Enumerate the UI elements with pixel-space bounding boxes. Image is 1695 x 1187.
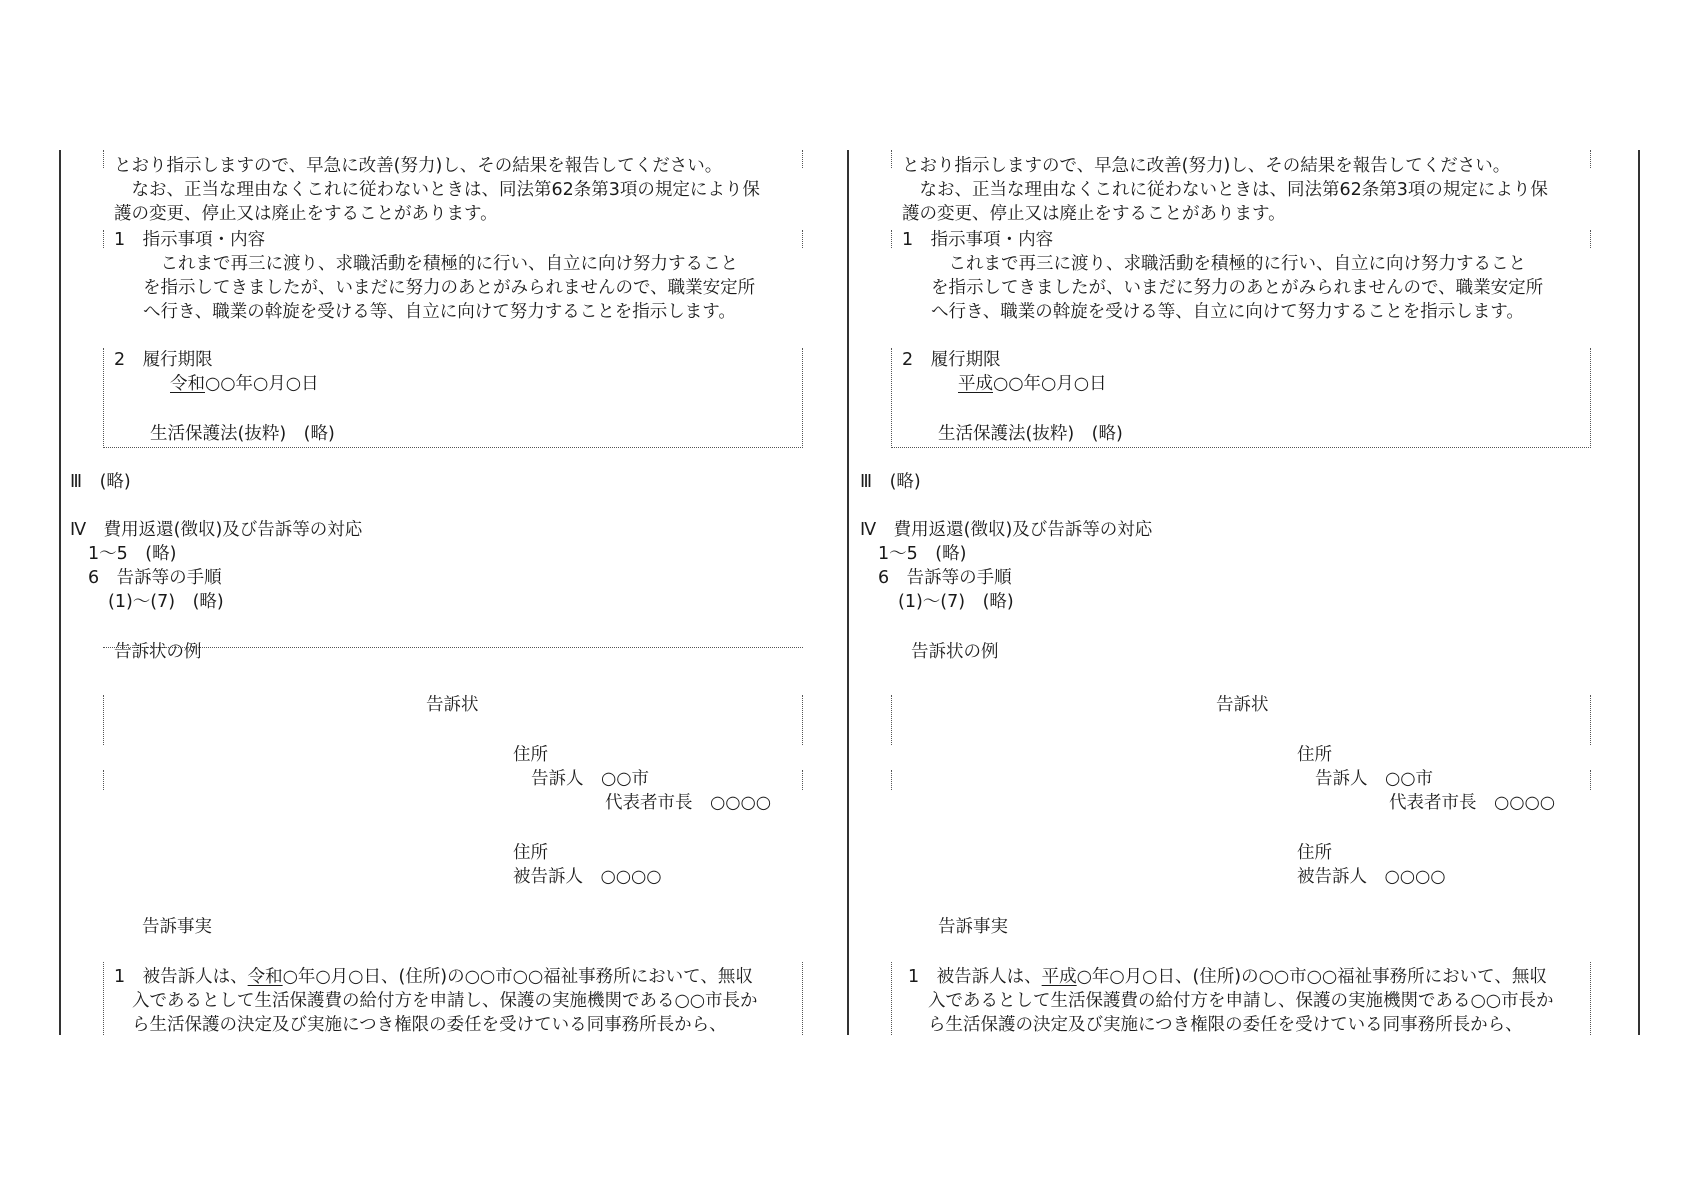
fact1-rest: ○年○月○日、(住所)の○○市○○福祉事務所において、無収 [1076,967,1547,987]
fact1-era: 平成 [1041,967,1077,987]
fact1-line-2: 入であるとして生活保護費の給付方を申請し、保護の実施機関である○○市長か [132,991,758,1011]
deadline-date: ○○年○月○日 [205,374,319,394]
fact1-prefix: 1 被告訴人は、 [908,967,1042,987]
deadline-date: ○○年○月○日 [993,374,1107,394]
item1-heading: 1 指示事項・内容 [902,230,1054,250]
address-label-1: 住所 [1297,745,1332,765]
section-3: Ⅲ (略) [70,472,131,492]
fact1-line-3: ら生活保護の決定及び実施につき権限の委任を受けている同事務所長から、 [928,1015,1523,1035]
fact1-line-1 [908,965,1547,989]
item1-line-2: を指示してきましたが、いまだに努力のあとがみられませんので、職業安定所 [143,278,756,298]
notice-line-2: 護の変更、停止又は廃止をすることがあります。 [114,204,498,224]
right-margin-rule [1638,150,1640,1035]
item1-line-3: へ行き、職業の斡旋を受ける等、自立に向けて努力することを指示します。 [143,302,736,322]
item2-heading: 2 履行期限 [902,350,1001,370]
section-4: Ⅳ 費用返還(徴収)及び告訴等の対応 [860,520,1153,540]
item2-heading: 2 履行期限 [114,350,213,370]
frame-complainant [891,770,1591,790]
address-label-2: 住所 [513,843,548,863]
complaint-title: 告訴状 [1216,695,1269,715]
address-label-1: 住所 [513,745,548,765]
section-4: Ⅳ 費用返還(徴収)及び告訴等の対応 [70,520,363,540]
item1-line-1: これまで再三に渡り、求職活動を積極的に行い、自立に向け努力すること [931,254,1526,274]
deadline [170,372,319,396]
example-title: 告訴状の例 [114,642,202,662]
subsection-1-7: (1)〜(7) (略) [108,592,224,612]
deadline-era: 令和 [170,374,205,394]
facts-title: 告訴事実 [938,917,1008,937]
example-title: 告訴状の例 [911,642,999,662]
subsection-1-7: (1)〜(7) (略) [898,592,1014,612]
complaint-title: 告訴状 [426,695,479,715]
fact1-era: 令和 [247,967,283,987]
deadline-era: 平成 [958,374,993,394]
law-excerpt: 生活保護法(抜粋) (略) [938,424,1123,444]
intro-line: とおり指示しますので、早急に改善(努力)し、その結果を報告してください。 [114,156,723,176]
notice-line-1: なお、正当な理由なくこれに従わないときは、同法第62条第3項の規定により保 [114,180,760,200]
notice-line-2: 護の変更、停止又は廃止をすることがあります。 [902,204,1286,224]
item1-line-1: これまで再三に渡り、求職活動を積極的に行い、自立に向け努力すること [143,254,738,274]
fact1-prefix: 1 被告訴人は、 [114,967,248,987]
complainant: 告訴人 ○○市 [531,769,650,789]
frame-complainant [103,770,803,790]
subsection-1-5: 1〜5 (略) [88,544,177,564]
item1-line-3: へ行き、職業の斡旋を受ける等、自立に向けて努力することを指示します。 [931,302,1524,322]
item1-heading: 1 指示事項・内容 [114,230,266,250]
amended-column [68,150,808,1035]
accused: 被告訴人 ○○○○ [1297,867,1446,887]
fact1-rest: ○年○月○日、(住所)の○○市○○福祉事務所において、無収 [282,967,753,987]
current-column [856,150,1596,1035]
fact1-line-3: ら生活保護の決定及び実施につき権限の委任を受けている同事務所長から、 [132,1015,727,1035]
facts-title: 告訴事実 [142,917,212,937]
center-divider-rule [847,150,849,1035]
accused: 被告訴人 ○○○○ [513,867,662,887]
subsection-6: 6 告訴等の手順 [878,568,1012,588]
section-3: Ⅲ (略) [860,472,921,492]
notice-line-1: なお、正当な理由なくこれに従わないときは、同法第62条第3項の規定により保 [902,180,1548,200]
fact1-line-1 [114,965,753,989]
left-margin-rule [59,150,61,1035]
representative: 代表者市長 ○○○○ [1389,793,1556,813]
law-excerpt: 生活保護法(抜粋) (略) [150,424,335,444]
frame-example-top [103,647,803,648]
deadline [958,372,1107,396]
complainant: 告訴人 ○○市 [1315,769,1434,789]
address-label-2: 住所 [1297,843,1332,863]
subsection-6: 6 告訴等の手順 [88,568,222,588]
item1-line-2: を指示してきましたが、いまだに努力のあとがみられませんので、職業安定所 [931,278,1544,298]
representative: 代表者市長 ○○○○ [605,793,772,813]
intro-line: とおり指示しますので、早急に改善(努力)し、その結果を報告してください。 [902,156,1511,176]
fact1-line-2: 入であるとして生活保護費の給付方を申請し、保護の実施機関である○○市長か [928,991,1554,1011]
subsection-1-5: 1〜5 (略) [878,544,967,564]
